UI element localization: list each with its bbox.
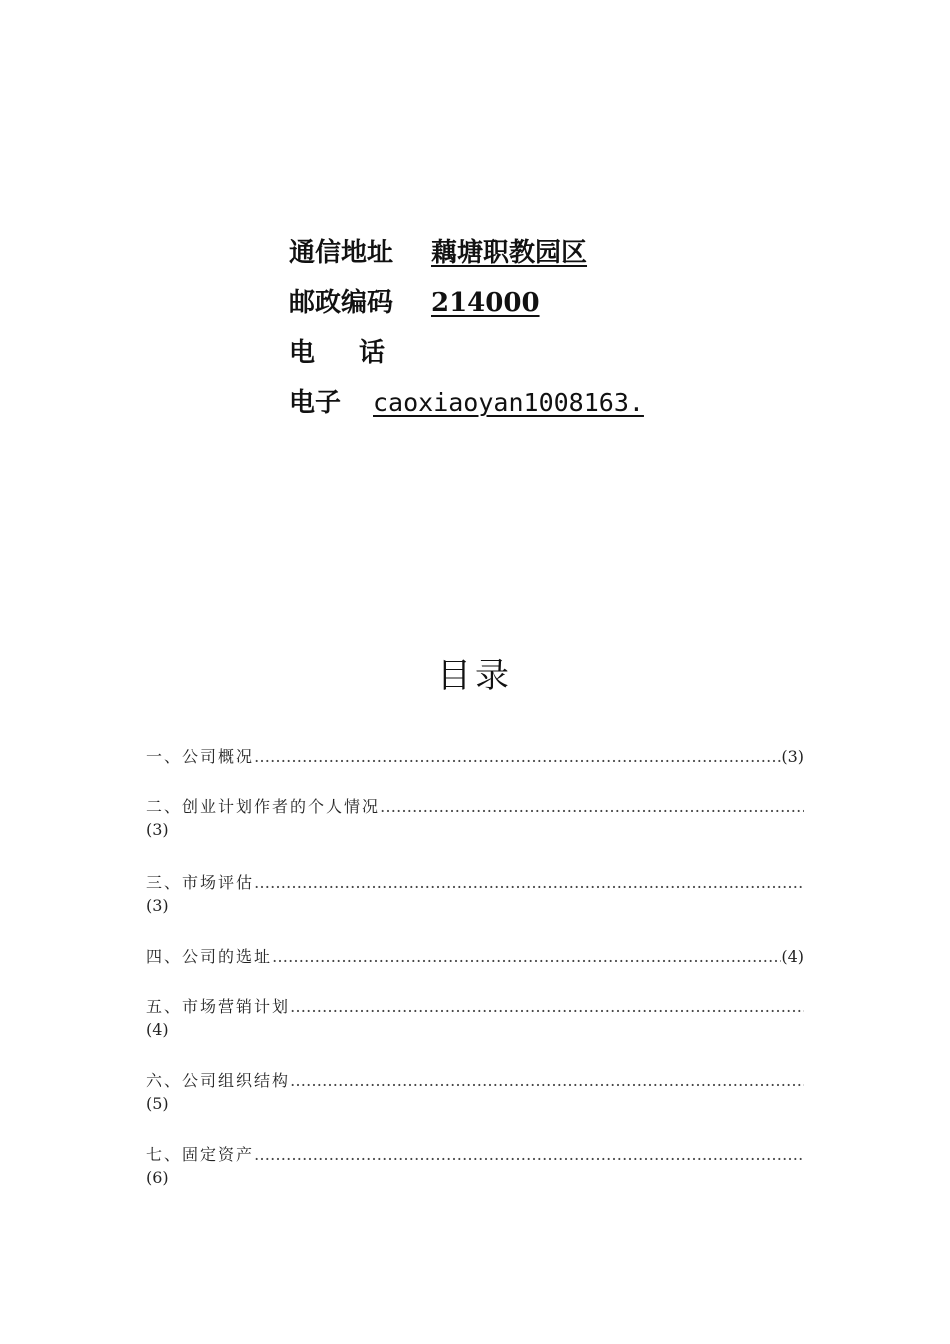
phone-row <box>289 328 644 378</box>
address-row <box>289 228 644 278</box>
toc-entry[interactable] <box>146 1068 804 1118</box>
phone-label: 电话 <box>289 338 430 368</box>
toc-entry-page: (6) <box>146 1168 169 1187</box>
table-of-contents <box>146 744 804 1187</box>
address-label: 通信地址 <box>289 238 394 268</box>
toc-entry-page: (3) <box>781 747 804 766</box>
email-label: 电子 <box>289 388 342 418</box>
toc-leader-dots <box>272 947 781 966</box>
toc-entry-label: 二、创业计划作者的个人情况 <box>146 797 381 816</box>
postcode-value: 214000 <box>431 288 540 318</box>
toc-entry[interactable] <box>146 944 804 970</box>
toc-entry-label: 五、市场营销计划 <box>146 997 291 1016</box>
toc-entry[interactable] <box>146 744 804 770</box>
toc-entry[interactable] <box>146 794 804 844</box>
postcode-label: 邮政编码 <box>289 288 394 318</box>
toc-entry-page: (4) <box>146 1020 169 1039</box>
toc-entry[interactable] <box>146 1142 804 1192</box>
contact-block <box>289 228 644 428</box>
toc-leader-dots <box>380 797 804 816</box>
toc-leader-dots <box>254 1145 804 1164</box>
toc-entry-label: 三、市场评估 <box>146 873 255 892</box>
toc-entry-page: (4) <box>781 947 804 966</box>
toc-entry-label: 六、公司组织结构 <box>146 1071 291 1090</box>
toc-leader-dots <box>290 1071 804 1090</box>
toc-entry-page: (5) <box>146 1094 169 1113</box>
toc-title: 目录 <box>437 656 513 696</box>
toc-leader-dots <box>254 747 781 766</box>
toc-entry-page: (3) <box>146 820 169 839</box>
address-value: 藕塘职教园区 <box>431 238 588 268</box>
toc-leader-dots <box>254 873 804 892</box>
toc-entry-label: 一、公司概况 <box>146 747 255 766</box>
postcode-row <box>289 278 644 328</box>
toc-entry-label: 四、公司的选址 <box>146 947 273 966</box>
email-value: caoxiaoyan1008163. <box>373 388 644 417</box>
toc-leader-dots <box>290 997 804 1016</box>
toc-entry[interactable] <box>146 994 804 1044</box>
toc-entry[interactable] <box>146 870 804 920</box>
toc-entry-page: (3) <box>146 896 169 915</box>
email-row <box>289 378 644 428</box>
toc-entry-label: 七、固定资产 <box>146 1145 255 1164</box>
